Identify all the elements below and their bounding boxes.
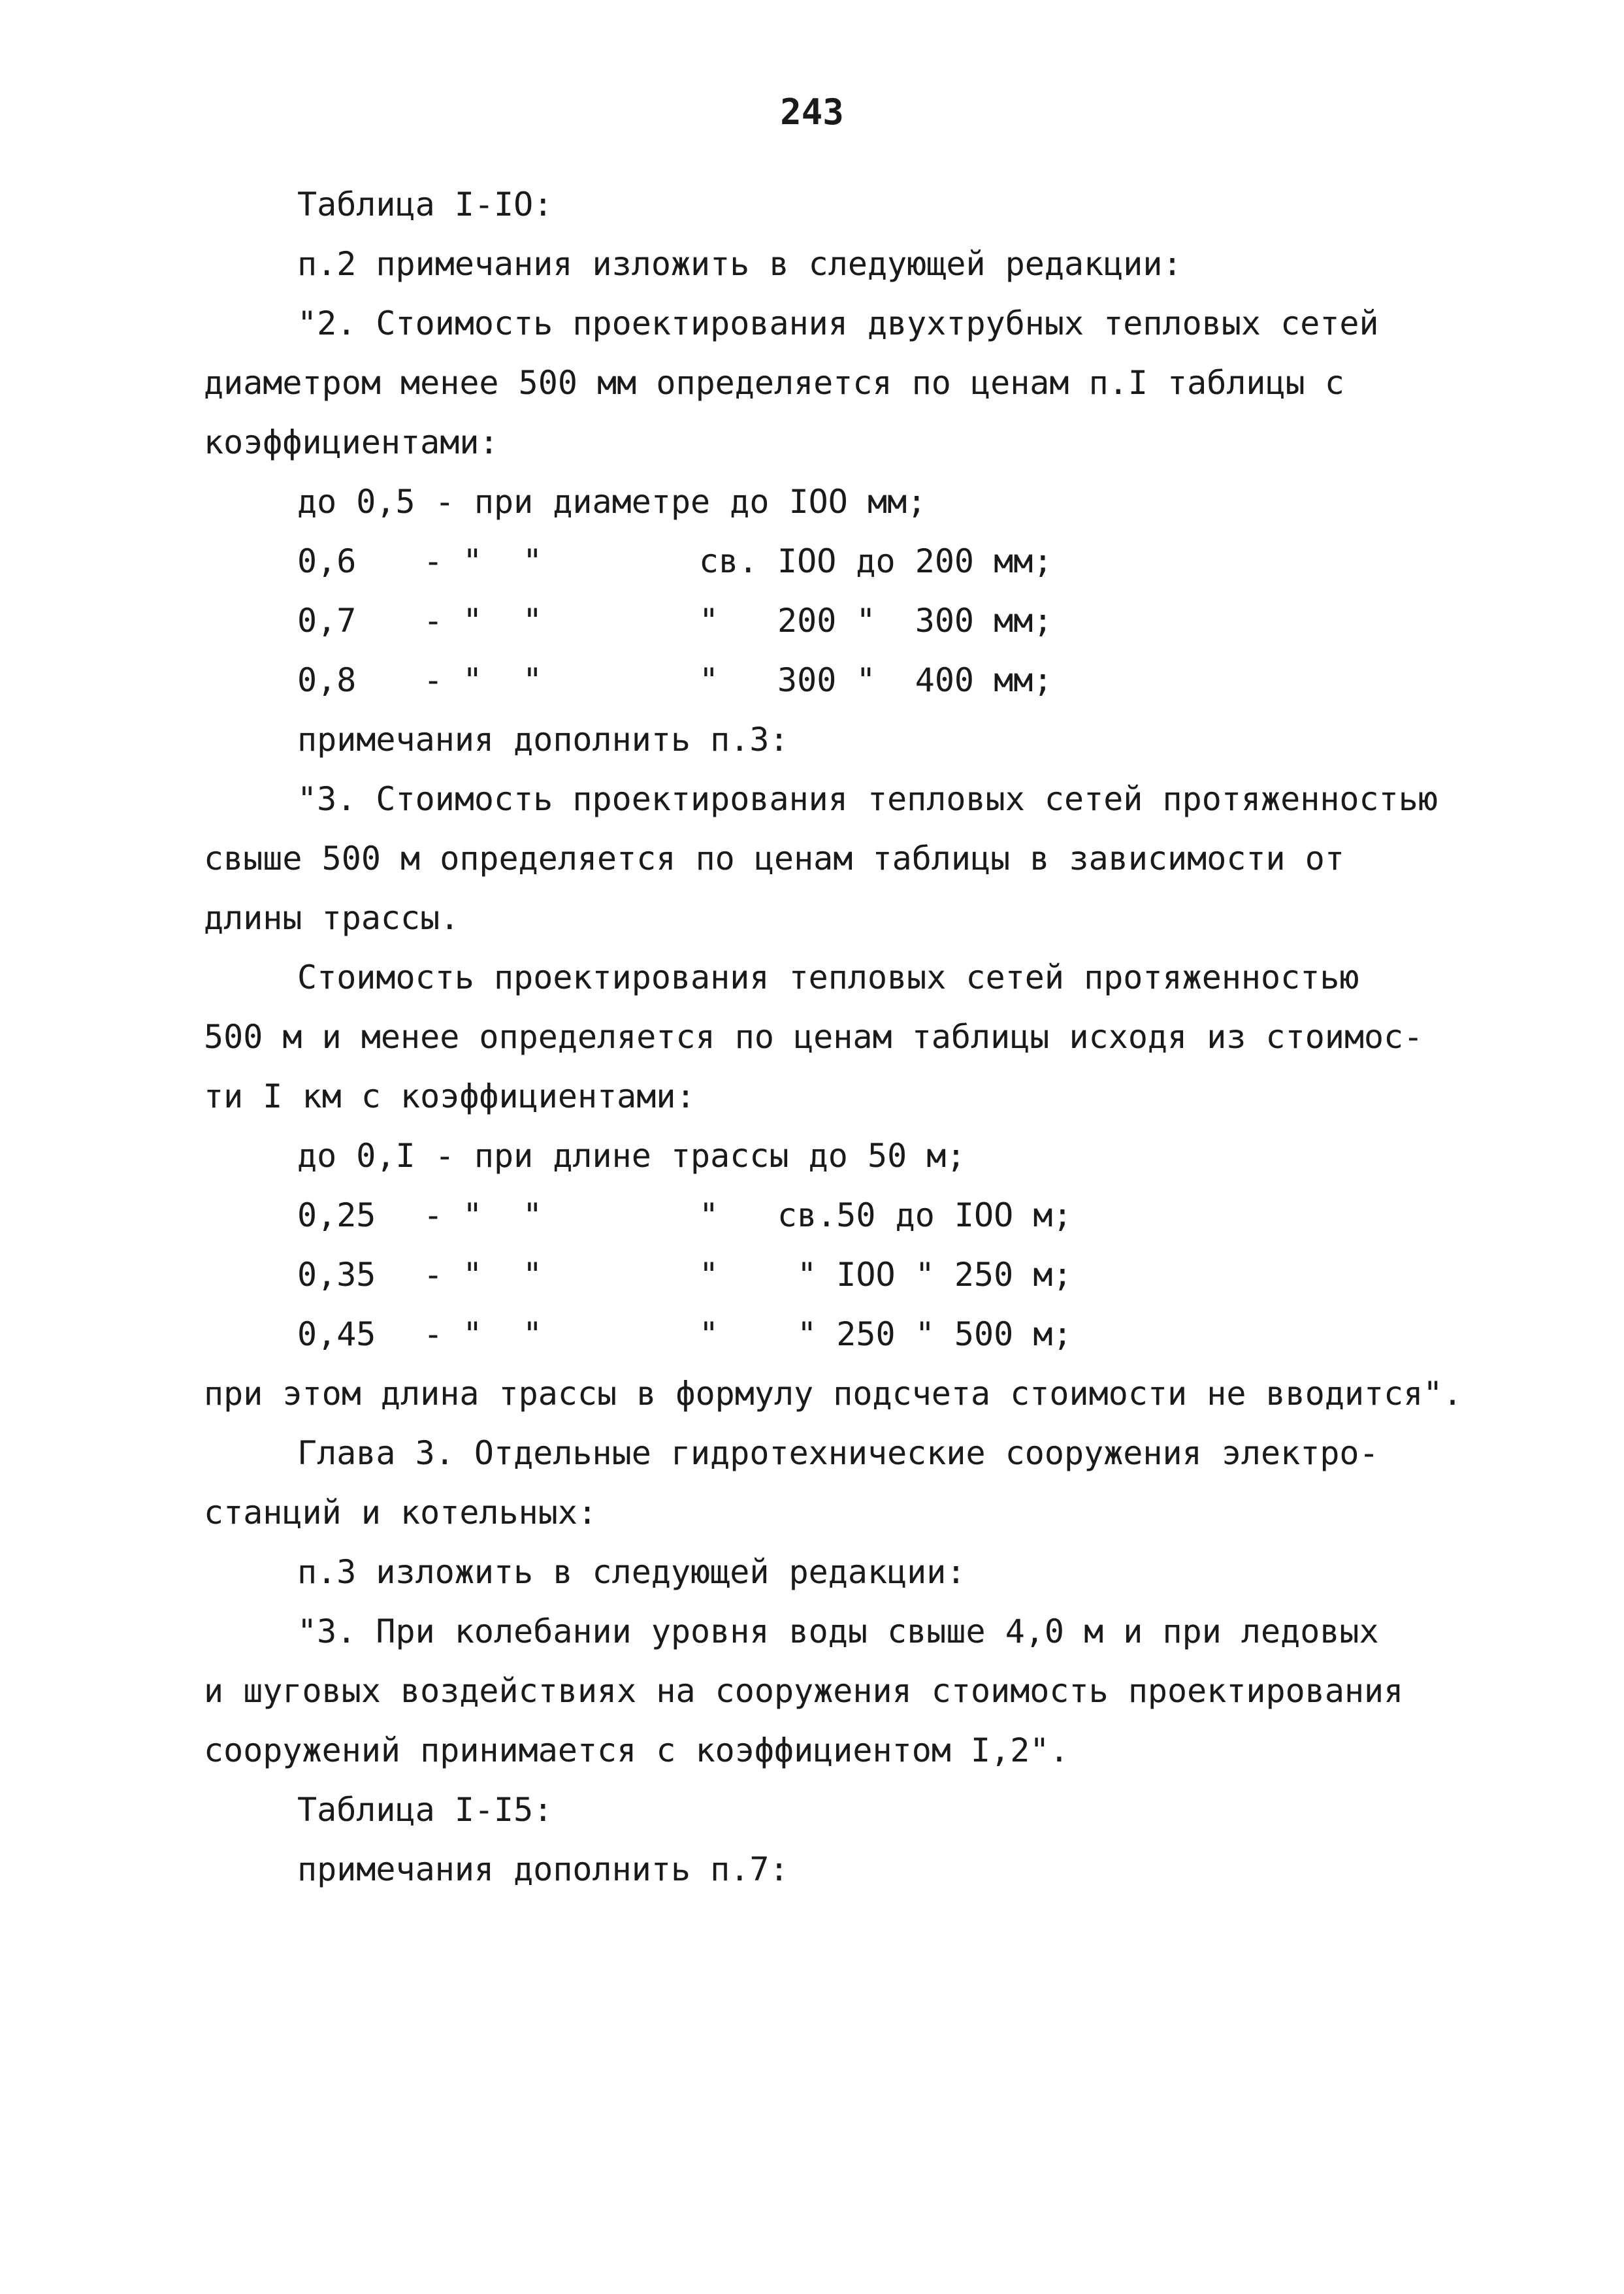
coefficient-value: 0,8 [297, 661, 357, 699]
paragraph-line: и шуговых воздействиях на сооружения стоимость проектирования [204, 1672, 1404, 1710]
range-text: 300 " 400 мм; [777, 661, 1053, 699]
quote-line: "3. Стоимость проектирования тепловых сетей протяженностью [297, 780, 1438, 818]
dash-ditto: - " [423, 661, 483, 699]
coefficient-row [0, 1255, 1624, 1294]
dash-ditto: - " [423, 542, 483, 580]
ditto-mark: " [523, 602, 543, 640]
coefficient-value: 0,25 [297, 1196, 376, 1234]
coefficient-value: 0,6 [297, 542, 357, 580]
instruction-line: п.3 изложить в следующей редакции: [297, 1553, 966, 1591]
quote-line: "3. При колебании уровня воды свыше 4,0 м и при ледовых [297, 1613, 1379, 1650]
quote-line: "2. Стоимость проектирования двухтрубных тепловых сетей [297, 304, 1379, 342]
chapter-heading: Глава 3. Отдельные гидротехнические сооружения электро- [297, 1434, 1379, 1472]
ditto-mark: " [699, 1315, 719, 1353]
dash-ditto: - " [423, 1196, 483, 1234]
coefficient-value: 0,35 [297, 1256, 376, 1294]
instruction-line: п.2 примечания изложить в следующей редакции: [297, 245, 1182, 283]
coefficient-value: 0,45 [297, 1315, 376, 1353]
ditto-mark: " [699, 1256, 719, 1294]
coefficient-row [0, 1315, 1624, 1354]
paragraph-line: сооружений принимается с коэффициентом I,2". [204, 1731, 1069, 1769]
ditto-mark: св. [699, 542, 758, 580]
dash-ditto: - " [423, 1256, 483, 1294]
coefficient-row [0, 1196, 1624, 1235]
range-text: 200 " 300 мм; [777, 602, 1053, 640]
table-reference: Таблица I-I5: [297, 1791, 553, 1829]
page-number: 243 [780, 91, 844, 133]
ditto-mark: " [523, 1315, 543, 1353]
paragraph-line: ти I км с коэффициентами: [204, 1077, 696, 1115]
instruction-line: примечания дополнить п.7: [297, 1850, 789, 1888]
ditto-mark: " [523, 1256, 543, 1294]
paragraph-line: станций и котельных: [204, 1494, 598, 1532]
coefficient-line: до 0,5 - при диаметре до IOO мм; [297, 483, 927, 521]
coefficient-row [0, 542, 1624, 581]
paragraph-line: коэффициентами: [204, 423, 499, 461]
paragraph-line: при этом длина трассы в формулу подсчета стоимости не вводится". [204, 1375, 1463, 1413]
dash-ditto: - " [423, 1315, 483, 1353]
dash-ditto: - " [423, 602, 483, 640]
instruction-line: примечания дополнить п.3: [297, 721, 789, 759]
ditto-mark: " [699, 661, 719, 699]
coefficient-value: 0,7 [297, 602, 357, 640]
range-text: " IOO " 250 м; [777, 1256, 1073, 1294]
paragraph-line: 500 м и менее определяется по ценам таблицы исходя из стоимос- [204, 1018, 1423, 1056]
range-text: IOO до 200 мм; [777, 542, 1053, 580]
coefficient-row [0, 661, 1624, 700]
coefficient-row [0, 601, 1624, 640]
ditto-mark: " [523, 542, 543, 580]
paragraph-line: свыше 500 м определяется по ценам таблицы в зависимости от [204, 840, 1344, 877]
paragraph-line: длины трассы. [204, 899, 460, 937]
coefficient-line: до 0,I - при длине трассы до 50 м; [297, 1137, 966, 1175]
ditto-mark: " [523, 661, 543, 699]
range-text: " 250 " 500 м; [777, 1315, 1073, 1353]
paragraph-line: Стоимость проектирования тепловых сетей протяженностью [297, 959, 1359, 996]
table-reference: Таблица I-IO: [297, 186, 553, 223]
range-text: св.50 до IOO м; [777, 1196, 1073, 1234]
ditto-mark: " [699, 602, 719, 640]
paragraph-line: диаметром менее 500 мм определяется по ценам п.I таблицы с [204, 364, 1344, 402]
ditto-mark: " [523, 1196, 543, 1234]
ditto-mark: " [699, 1196, 719, 1234]
